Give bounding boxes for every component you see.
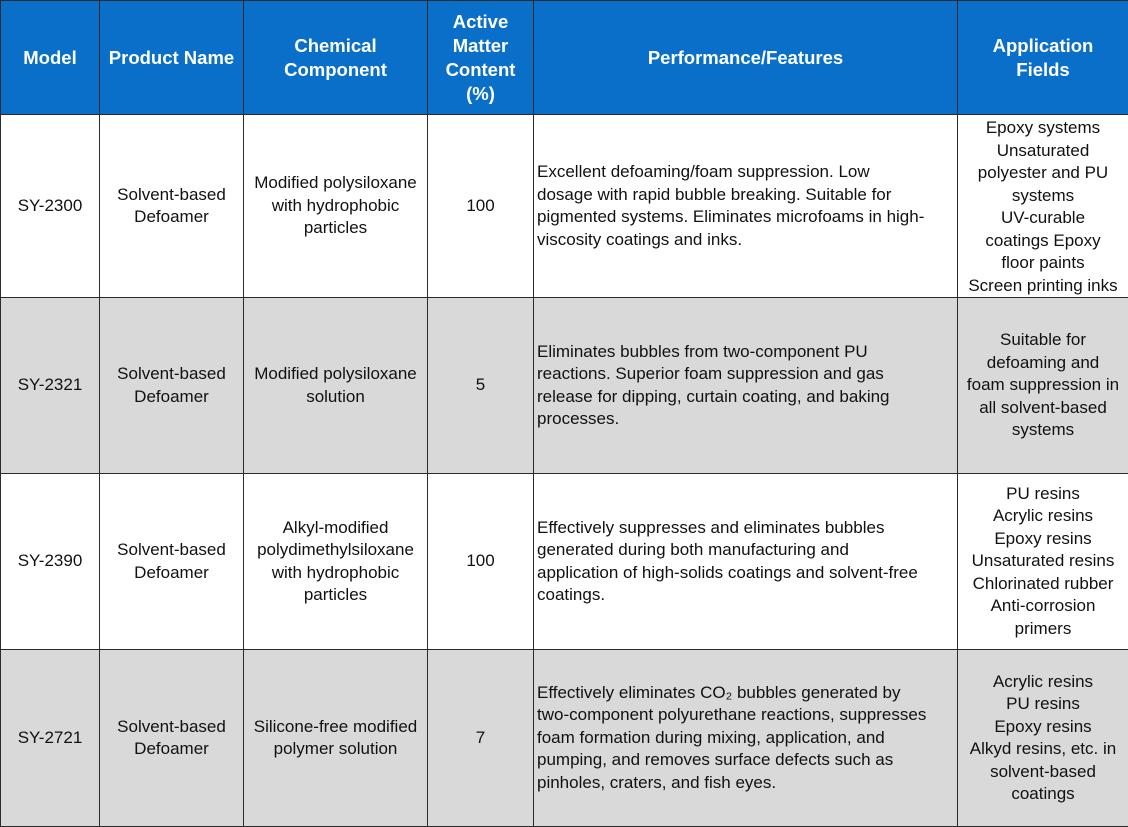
performance-line: pigmented systems. Eliminates microfoams in high- — [537, 206, 955, 229]
application-line: Epoxy systems — [959, 117, 1127, 140]
product-name-line: Solvent-based — [103, 363, 240, 386]
header-active-line: Matter — [431, 34, 530, 58]
performance-line: Eliminates bubbles from two-component PU — [537, 341, 955, 364]
performance-line: dosage with rapid bubble breaking. Suitable for — [537, 184, 955, 207]
table-row — [1, 115, 1128, 298]
product-name-line: Defoamer — [103, 206, 240, 229]
application-line: Unsaturated — [959, 140, 1127, 163]
product-name-cell — [100, 650, 244, 827]
performance-line: coatings. — [537, 584, 955, 607]
chemical-component-cell — [244, 298, 428, 474]
header-model: Model — [1, 1, 100, 115]
active-matter-cell: 5 — [428, 298, 534, 474]
product-name-cell — [100, 298, 244, 474]
application-line: Epoxy resins — [959, 528, 1127, 551]
active-matter-cell: 7 — [428, 650, 534, 827]
chemical-line: polymer solution — [247, 738, 424, 761]
performance-line: two-component polyurethane reactions, suppresses — [537, 704, 955, 727]
product-name-line: Defoamer — [103, 386, 240, 409]
chemical-line: particles — [247, 584, 424, 607]
application-line: defoaming and — [959, 352, 1127, 375]
header-active-line: Active — [431, 10, 530, 34]
header-product-name: Product Name — [100, 1, 244, 115]
application-line: PU resins — [959, 693, 1127, 716]
performance-cell — [534, 298, 958, 474]
performance-line: reactions. Superior foam suppression and gas — [537, 363, 955, 386]
application-line: solvent-based — [959, 761, 1127, 784]
performance-line: pinholes, craters, and fish eyes. — [537, 772, 955, 795]
table-row — [1, 474, 1128, 650]
header-application-line: Application — [961, 34, 1125, 58]
application-line: foam suppression in — [959, 374, 1127, 397]
application-line: primers — [959, 618, 1127, 641]
application-line: UV-curable — [959, 207, 1127, 230]
performance-cell — [534, 115, 958, 298]
application-line: Screen printing inks — [959, 275, 1127, 298]
product-name-line: Defoamer — [103, 738, 240, 761]
header-active-line: Content — [431, 58, 530, 82]
performance-cell — [534, 474, 958, 650]
product-name-cell — [100, 115, 244, 298]
chemical-line: Modified polysiloxane — [247, 172, 424, 195]
performance-line: viscosity coatings and inks. — [537, 229, 955, 252]
header-active-line: (%) — [431, 82, 530, 106]
application-cell — [958, 115, 1128, 298]
chemical-component-cell — [244, 115, 428, 298]
application-cell — [958, 298, 1128, 474]
application-line: Acrylic resins — [959, 505, 1127, 528]
application-line: PU resins — [959, 483, 1127, 506]
product-name-line: Solvent-based — [103, 184, 240, 207]
performance-line: processes. — [537, 408, 955, 431]
chemical-component-cell — [244, 474, 428, 650]
application-line: systems — [959, 185, 1127, 208]
chemical-line: solution — [247, 386, 424, 409]
header-active-matter — [428, 1, 534, 115]
application-line: all solvent-based — [959, 397, 1127, 420]
application-line: Alkyd resins, etc. in — [959, 738, 1127, 761]
application-line: Chlorinated rubber — [959, 573, 1127, 596]
performance-line: Effectively eliminates CO₂ bubbles generated by — [537, 682, 955, 705]
chemical-line: with hydrophobic — [247, 562, 424, 585]
header-performance: Performance/Features — [534, 1, 958, 115]
application-line: Suitable for — [959, 329, 1127, 352]
header-application — [958, 1, 1128, 115]
header-row — [1, 1, 1128, 115]
product-name-line: Solvent-based — [103, 716, 240, 739]
model-cell: SY-2321 — [1, 298, 100, 474]
chemical-line: particles — [247, 217, 424, 240]
header-chemical-component — [244, 1, 428, 115]
active-matter-cell: 100 — [428, 474, 534, 650]
product-name-cell — [100, 474, 244, 650]
product-name-line: Solvent-based — [103, 539, 240, 562]
model-cell: SY-2721 — [1, 650, 100, 827]
header-application-line: Fields — [961, 58, 1125, 82]
performance-line: application of high-solids coatings and solvent-free — [537, 562, 955, 585]
chemical-line: polydimethylsiloxane — [247, 539, 424, 562]
chemical-line: with hydrophobic — [247, 195, 424, 218]
chemical-line: Silicone-free modified — [247, 716, 424, 739]
application-line: polyester and PU — [959, 162, 1127, 185]
table-row — [1, 650, 1128, 827]
performance-line: Effectively suppresses and eliminates bubbles — [537, 517, 955, 540]
performance-line: generated during both manufacturing and — [537, 539, 955, 562]
chemical-line: Alkyl-modified — [247, 517, 424, 540]
active-matter-cell: 100 — [428, 115, 534, 298]
application-line: floor paints — [959, 252, 1127, 275]
application-line: systems — [959, 419, 1127, 442]
chemical-component-cell — [244, 650, 428, 827]
chemical-line: Modified polysiloxane — [247, 363, 424, 386]
performance-line: release for dipping, curtain coating, and baking — [537, 386, 955, 409]
product-name-line: Defoamer — [103, 562, 240, 585]
performance-line: pumping, and removes surface defects such as — [537, 749, 955, 772]
header-chemical-line: Chemical — [247, 34, 424, 58]
performance-line: foam formation during mixing, application, and — [537, 727, 955, 750]
performance-line: Excellent defoaming/foam suppression. Low — [537, 161, 955, 184]
application-line: coatings Epoxy — [959, 230, 1127, 253]
table-row — [1, 298, 1128, 474]
application-line: Unsaturated resins — [959, 550, 1127, 573]
application-line: Acrylic resins — [959, 671, 1127, 694]
model-cell: SY-2300 — [1, 115, 100, 298]
header-chemical-line: Component — [247, 58, 424, 82]
performance-cell — [534, 650, 958, 827]
model-cell: SY-2390 — [1, 474, 100, 650]
application-cell — [958, 650, 1128, 827]
application-line: Epoxy resins — [959, 716, 1127, 739]
application-cell — [958, 474, 1128, 650]
application-line: Anti-corrosion — [959, 595, 1127, 618]
application-line: coatings — [959, 783, 1127, 806]
